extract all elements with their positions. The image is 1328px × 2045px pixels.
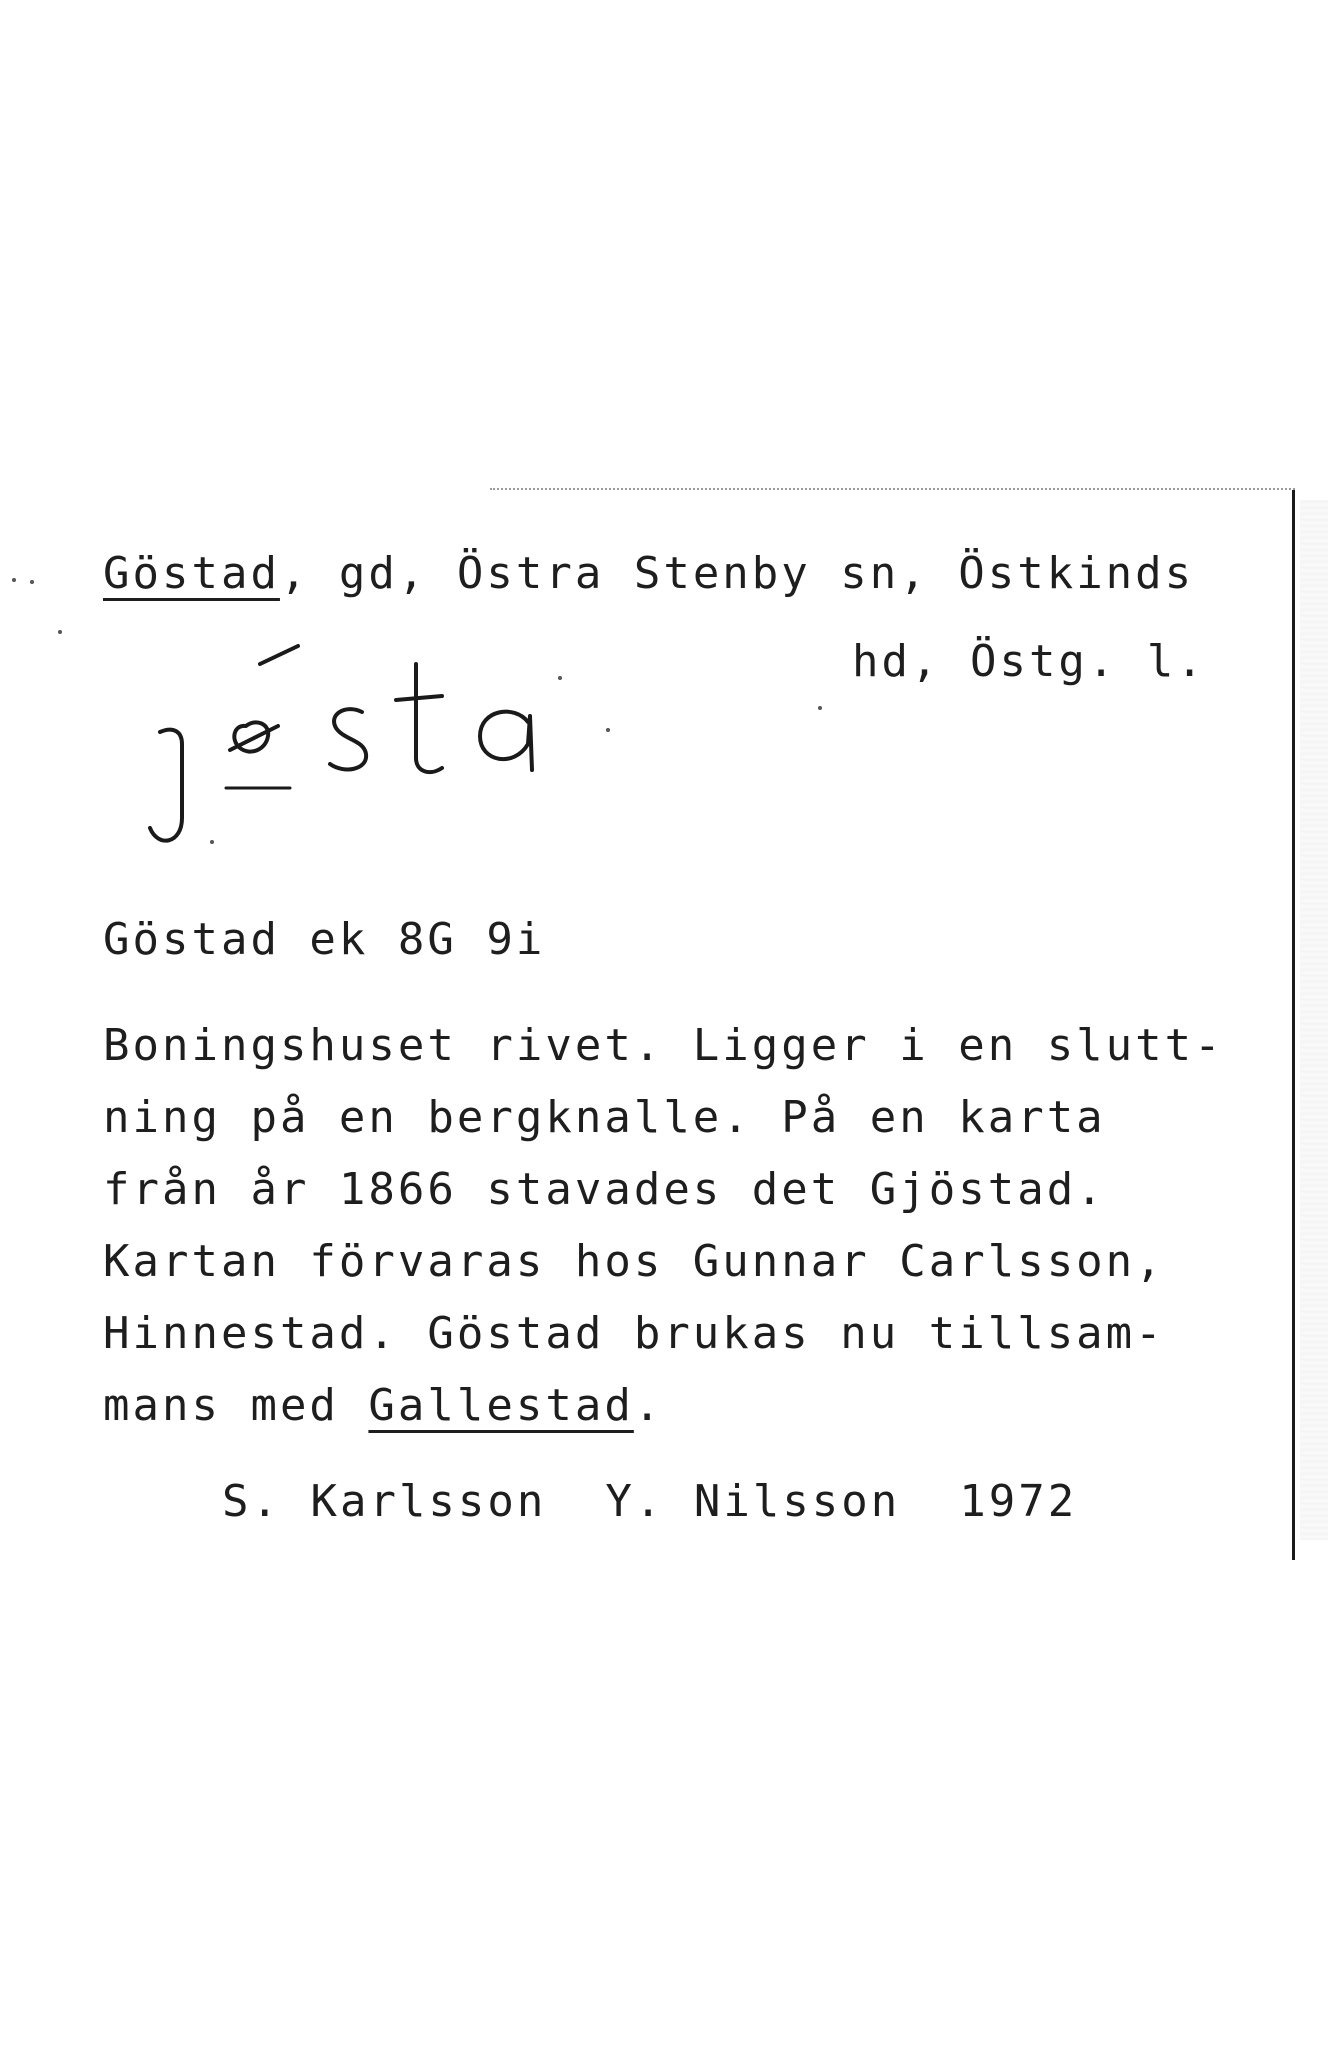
- handwritten-pronunciation: [130, 640, 590, 860]
- body-line: Boningshuset rivet. Ligger i en slutt-: [103, 1020, 1224, 1071]
- scan-speck: [30, 580, 34, 584]
- scan-edge-shadow: [1300, 500, 1328, 1540]
- scan-speck: [818, 706, 822, 710]
- card-heading: [103, 548, 1195, 599]
- last-line-prefix: mans med: [103, 1380, 369, 1431]
- card-body: [103, 1020, 1224, 1452]
- scan-speck: [558, 676, 562, 680]
- card-top-edge: [490, 488, 1295, 490]
- scan-speck: [12, 578, 16, 582]
- body-line: från år 1866 stavades det Gjöstad.: [103, 1164, 1106, 1215]
- scan-speck: [58, 630, 62, 634]
- signature-line: S. Karlsson Y. Nilsson 1972: [222, 1476, 1078, 1527]
- body-line: Hinnestad. Göstad brukas nu tillsam-: [103, 1308, 1165, 1359]
- heading-line-2: hd, Östg. l.: [852, 636, 1206, 687]
- heading-details: , gd, Östra Stenby sn, Östkinds: [279, 548, 1195, 599]
- place-name: Göstad: [103, 548, 280, 599]
- card-right-edge: [1292, 490, 1295, 1560]
- last-line-suffix: .: [633, 1380, 664, 1431]
- body-line: ning på en bergknalle. På en karta: [103, 1092, 1106, 1143]
- cross-reference: Gallestad: [368, 1380, 634, 1431]
- body-line: Kartan förvaras hos Gunnar Carlsson,: [103, 1236, 1165, 1287]
- reference-code: Göstad ek 8G 9i: [103, 914, 546, 965]
- scan-speck: [210, 840, 214, 844]
- body-line-last: [103, 1380, 1224, 1452]
- scan-speck: [606, 728, 610, 732]
